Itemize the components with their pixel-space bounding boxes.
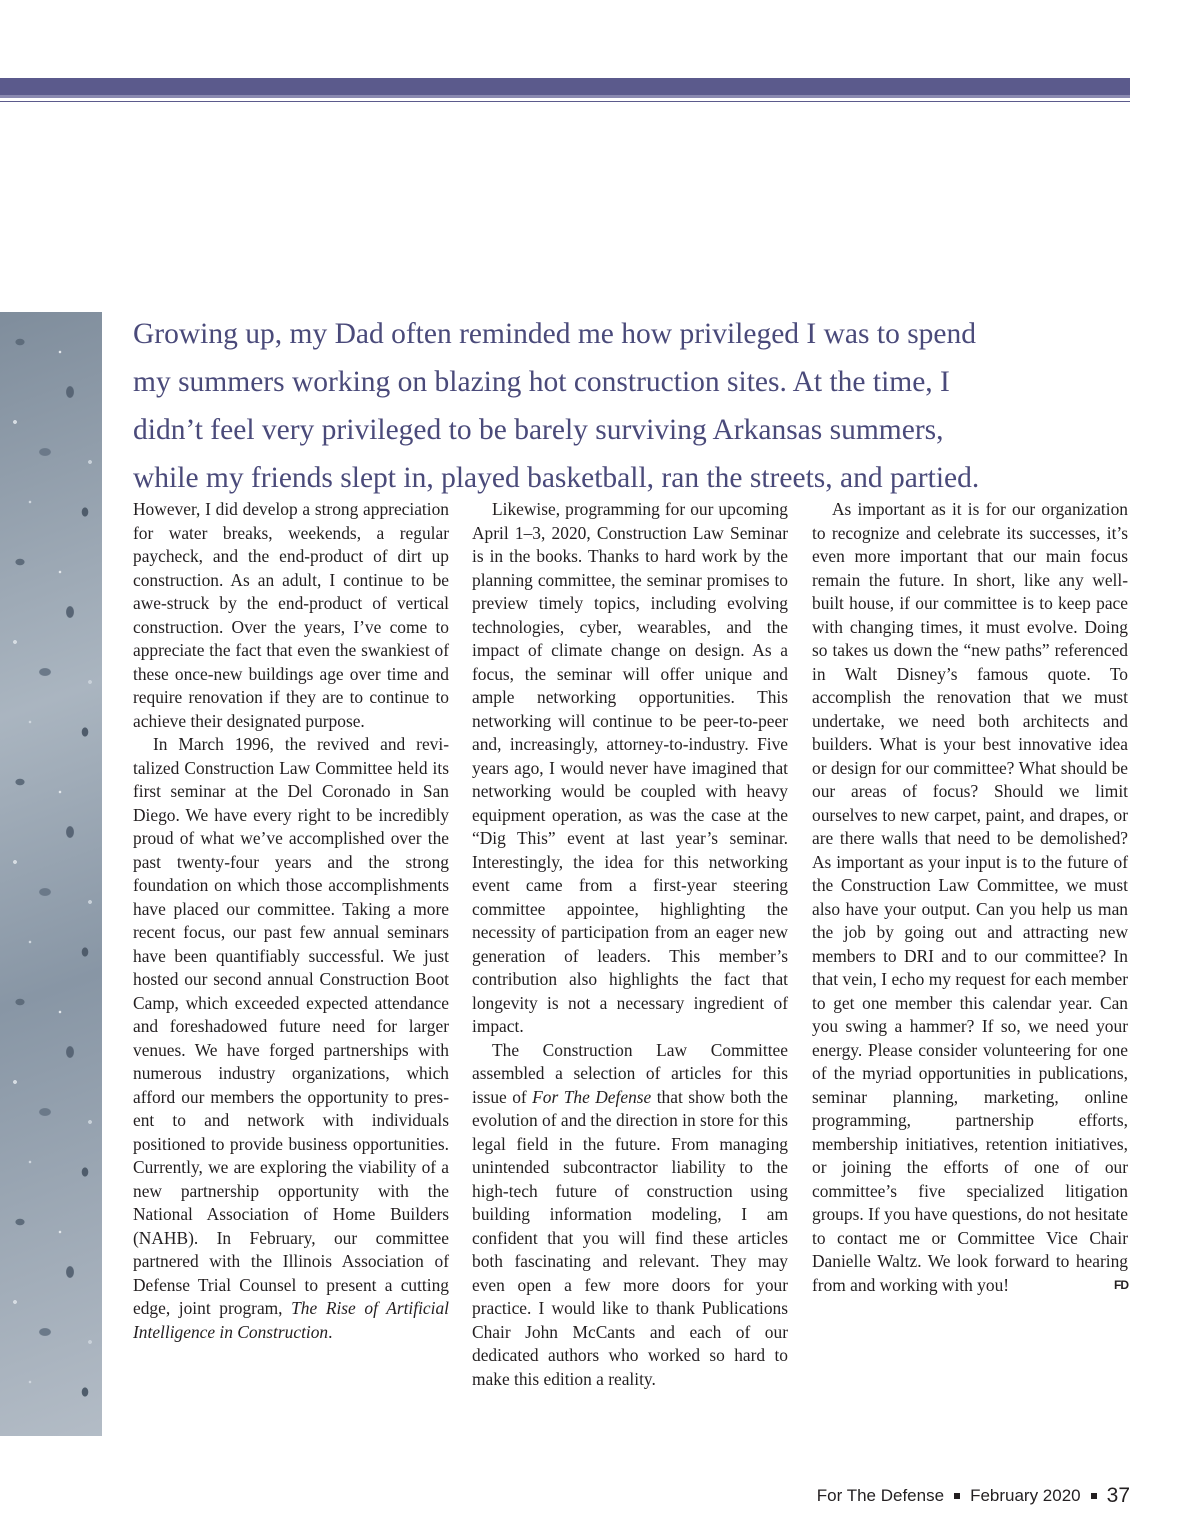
paragraph-end: . [328, 1321, 333, 1342]
pull-quote: Growing up, my Dad often reminded me how privileged I was to spend my summers working on blazing hot construction sites. At the time, I didn’t feel very privileged to be barely surviving Arkansas summers, while my friends slept in, played basketball, ran the streets, and partied. [133, 318, 980, 494]
page-footer [817, 1484, 1130, 1508]
paragraph [812, 498, 1128, 1297]
fd-end-mark-icon: FD [1114, 1277, 1128, 1292]
program-title: The Rise of Artificial Intelligence in Construction [133, 1298, 449, 1342]
paragraph: Likewise, programming for our upcoming April 1–3, 2020, Construction Law Seminar is in the books. Thanks to hard work by the planning committee, the seminar promises to preview timely topics, including evolving technologies, cyber, wearables, and the impact of climate change on design. As a focus, the seminar will offer unique and ample networking opportunities. This networking will continue to be peer-to-peer and, increasingly, attorney-to-industry. Five years ago, I would never have imagined that networking would be coupled with heavy equipment operation, as was the case at the “Dig This” event at last year’s seminar. Interestingly, the idea for this networking event came from a first-year steering committee appointee, highlighting the necessity of participation from an eager new generation of leaders. This member’s contribution also highlights the fact that longevity is not a necessary ingredient of impact. [472, 499, 788, 1036]
issue-date: February 2020 [970, 1486, 1081, 1505]
publication-name: For The Defense [816, 1486, 945, 1505]
square-bullet-icon [954, 1493, 960, 1499]
paragraph [472, 1039, 788, 1392]
gravel-photo-strip [0, 312, 102, 1436]
article-column-2 [472, 498, 788, 1391]
paragraph-text: In March 1996, the revived and revitalized Construction Law Committee held its first seminar at the Del Coronado in San Diego. We have every right to be incredibly proud of what we’ve accomplished over the past twenty-four years and the strong foundation on which those accomplishments have placed our committee. Taking a more recent focus, our past few annual seminars have been quantifiably successful. We just hosted our second annual Construction Boot Camp, which exceeded expected attendance and foreshadowed future need for larger venues. We have forged partnerships with numerous industry organizations, which afford our members the opportunity to present to and network with individuals positioned to provide business opportunities. Currently, we are exploring the viability of a new partnership opportunity with the National Association of Home Builders (NAHB). In February, our committee partnered with the Illinois Association of Defense Trial Counsel to present a cutting edge, joint program, [133, 734, 449, 1318]
paragraph [133, 733, 449, 1344]
paragraph: However, I did develop a strong appreciation for water breaks, weekends, a regular paycheck, and the end-product of dirt up construction. As an adult, I continue to be awe-struck by the end-product of vertical construction. Over the years, I’ve come to appreciate the fact that even the swankiest of these once-new buildings age over time and require renovation if they are to continue to achieve their designated purpose. [133, 499, 449, 731]
square-bullet-icon [1091, 1493, 1097, 1499]
publication-title: For The Defense [532, 1086, 652, 1107]
header-rule [0, 78, 1130, 98]
paragraph-text: that show both the evolution of and the direction in store for this legal field in the future. From managing unintended subcontractor liability to the high-tech future of construction using building information modeling, I am confident that you will find these articles both fascinating and relevant. They may even open a few more doors for your practice. I would like to thank Publications Chair John McCants and each of our dedicated authors who worked so hard to make this edition a reality. [472, 1086, 788, 1389]
paragraph-text: The Construction Law Committee assembled a selection of articles for this issue of [472, 1039, 788, 1107]
page-number: 37 [1106, 1484, 1130, 1507]
article-column-1 [133, 498, 449, 1344]
article-column-3 [812, 498, 1128, 1297]
paragraph-text: As important as it is for our organization to recognize and celebrate its successes, it’s even more important that our main focus remain the future. In short, like any well-built house, if our committee is to keep pace with changing times, it must evolve. Doing so takes us down the “new paths” referenced in Walt Disney’s famous quote. To accomplish the renovation that we must undertake, we need both architects and builders. What is your best innovative idea or design for our committee? What should be our areas of focus? Should we limit ourselves to new carpet, paint, and drapes, or are there walls that need to be demolished? As important as your input is to the future of the Construction Law Committee, we must also have your output. Can you help us man the job by going out and attracting new members to DRI and to our committee? In that vein, I echo my request for each member to get one member this calendar year. Can you swing a hammer? If so, we need your energy. Please consider volunteering for one of the myriad opportunities in publications, seminar planning, marketing, online programming, partnership efforts, membership initiatives, retention initiatives, or joining the efforts of one of our committee’s five specialized litigation groups. If you have questions, do not hesitate to contact me or Committee Vice Chair Danielle Waltz. We look forward to hearing from and working with you! [812, 499, 1128, 1295]
